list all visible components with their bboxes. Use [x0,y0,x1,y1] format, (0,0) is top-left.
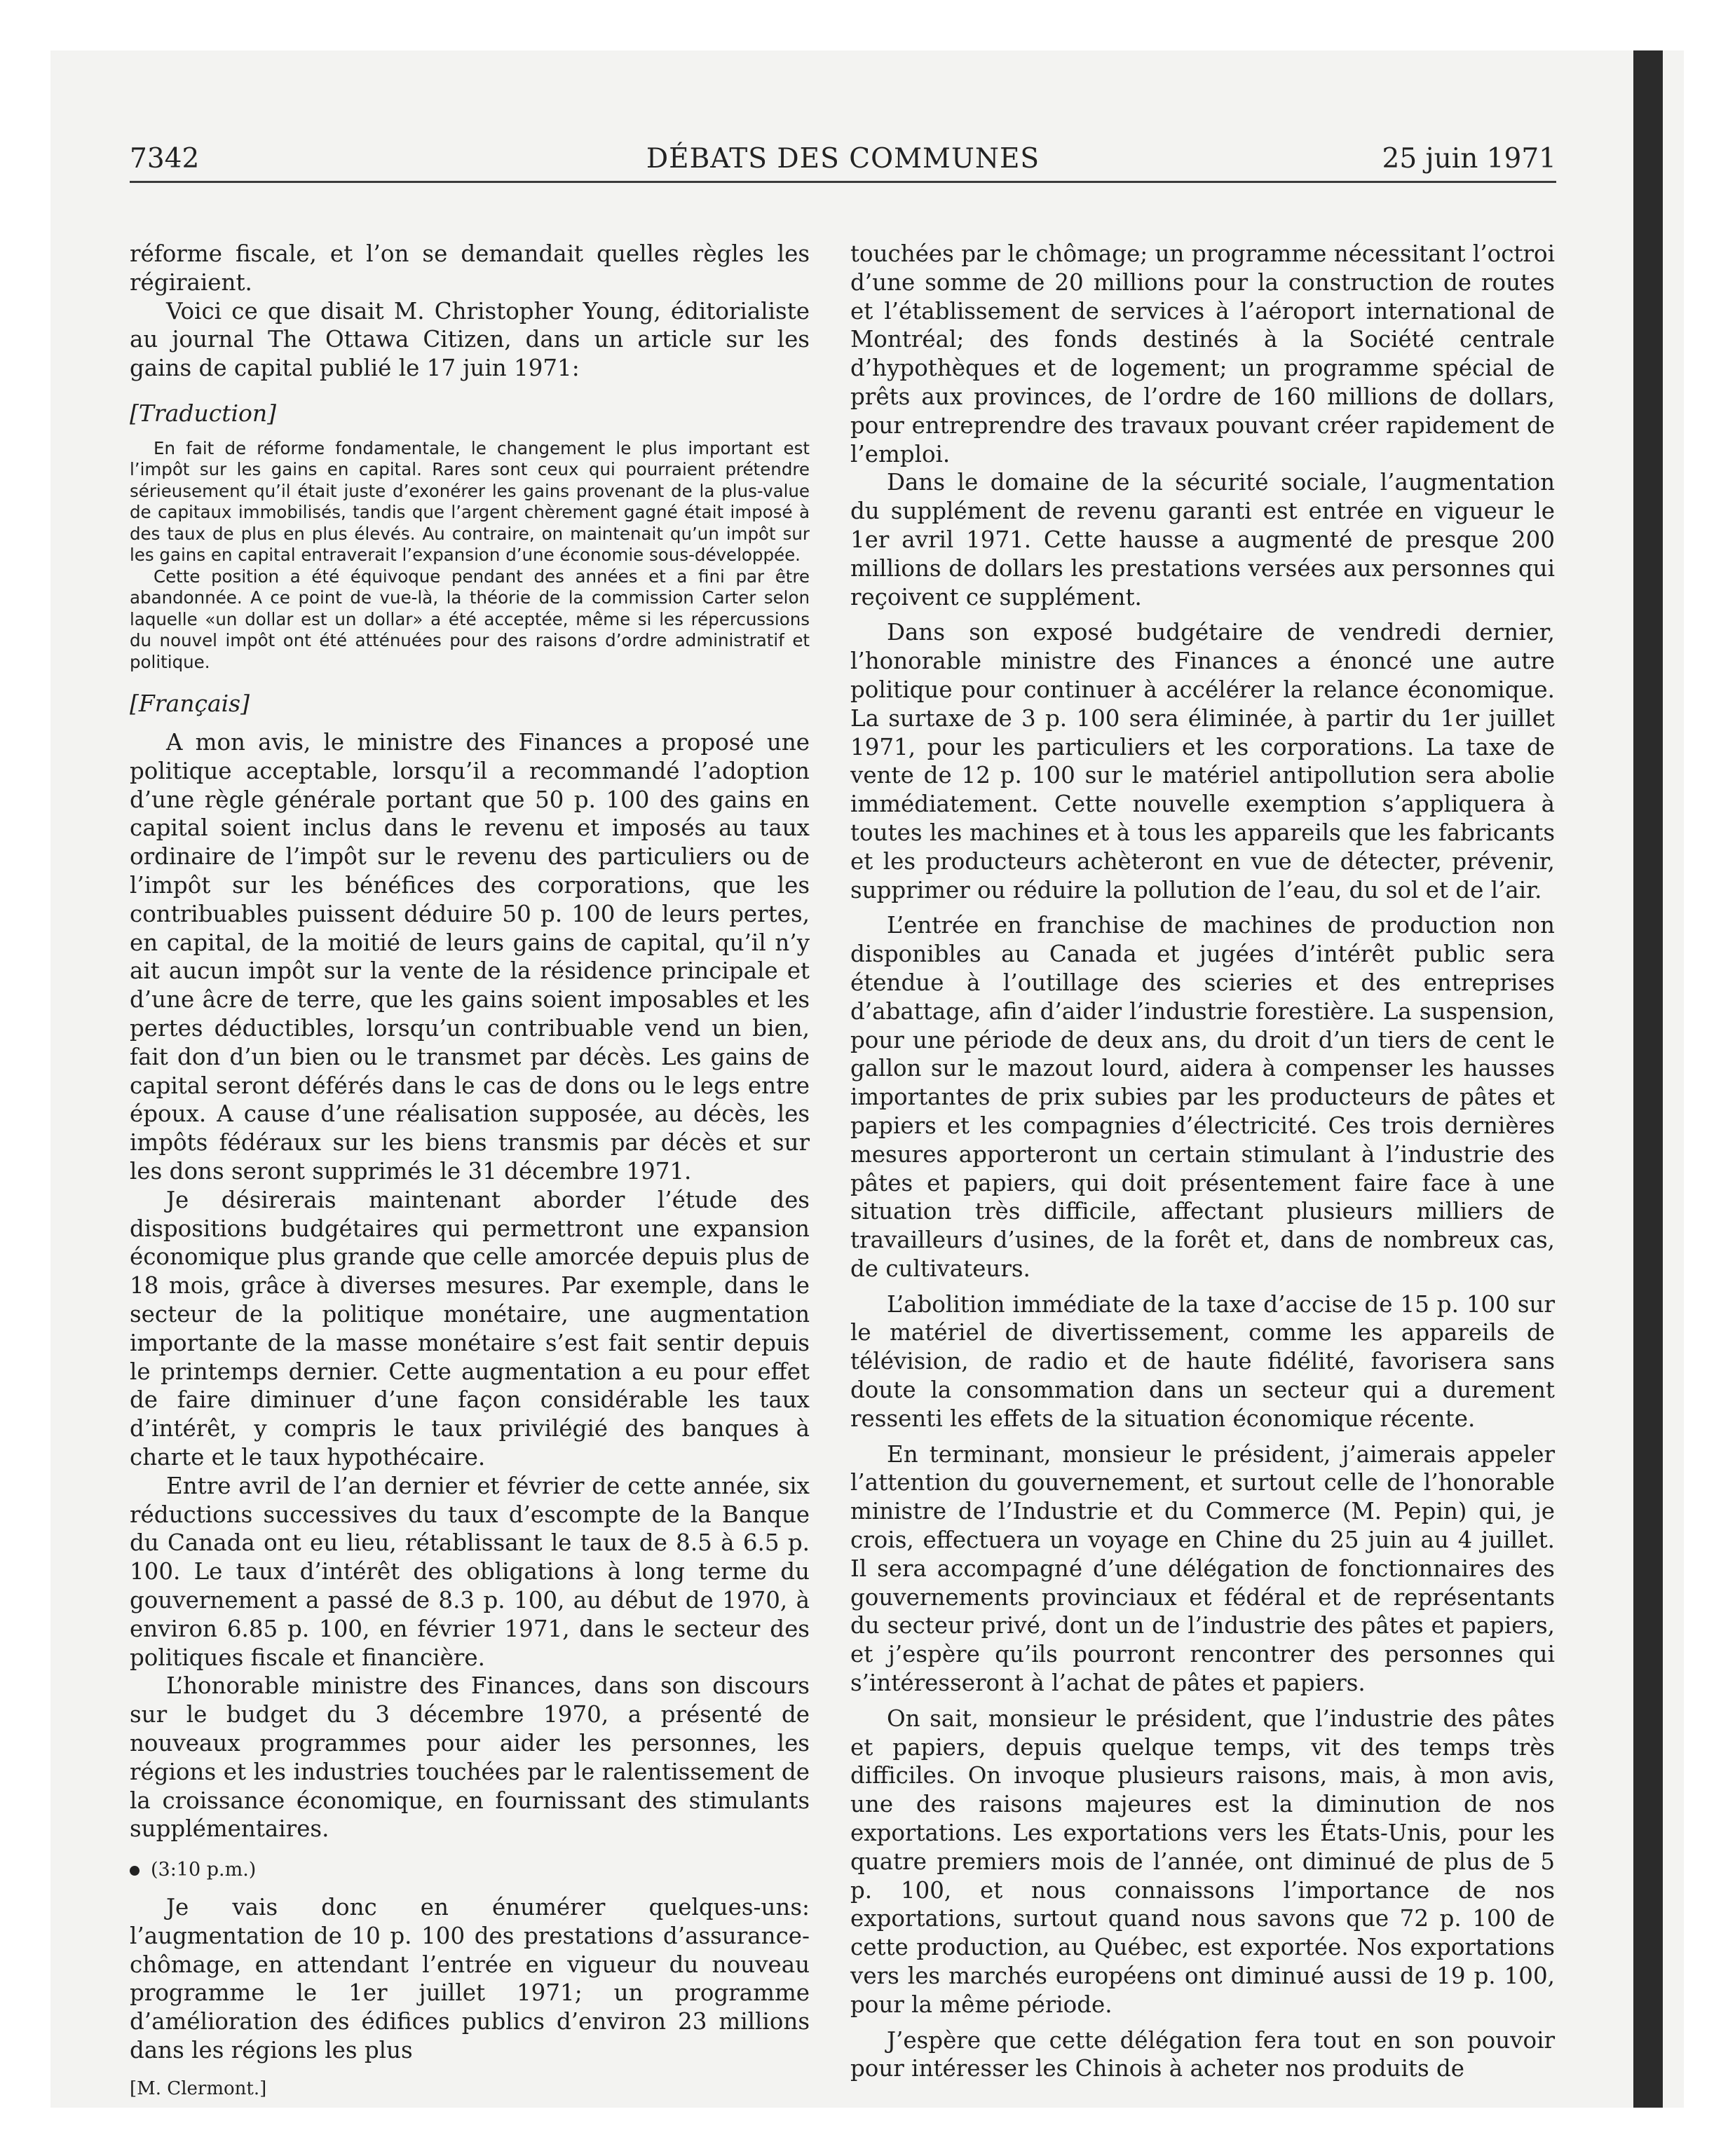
paragraph: Je vais donc en énumérer quelques-uns: l’augmentation de 10 p. 100 des prestations d’assurance-chômage, en attendant l’entrée en vigueur du nouveau programme le 1er juillet 1971; un programme d’amélioration des édifices publics d’environ 23 millions dans les régions les plus [130,1893,810,2063]
quote-paragraph: En fait de réforme fondamentale, le changement le plus important est l’impôt sur les gains en capital. Rares sont ceux qui pourraient prétendre sérieusement qu’il était juste d’exonérer les gains provenant de la plus-value de capitaux immobilisés, tandis que l’argent chèrement gagné était imposé à des taux de plus en plus élevés. Au contraire, on maintenait qu’un impôt sur les gains en capital entraverait l’expansion d’une économie sous-développée. [130,437,810,566]
paragraph: réforme fiscale, et l’on se demandait quelles règles les régiraient. [130,240,810,296]
paragraph: L’honorable ministre des Finances, dans son discours sur le budget du 3 décembre 1970, a présenté de nouveaux programmes pour aider les personnes, les régions et les industries touchées par le ralentissement de la croissance économique, en fournissant des stimulants supplémentaires. [130,1672,810,1843]
paragraph: En terminant, monsieur le président, j’aimerais appeler l’attention du gouvernement, et surtout celle de l’honorable ministre de l’Industrie et du Commerce (M. Pepin) qui, je crois, effectuera un voyage en Chine du 25 juin au 4 juillet. Il sera accompagné d’une délégation de fonctionnaires des gouvernements provinciaux et fédéral et de représentants du secteur privé, dont un de l’industrie des pâtes et papiers, et j’espère qu’ils pourront rencontrer des personnes qui s’intéresseront à l’achat de pâtes et papiers. [850,1440,1555,1697]
paragraph: Je désirerais maintenant aborder l’étude des dispositions budgétaires qui permettront une expansion économique plus grande que celle amorcée depuis plus de 18 mois, grâce à diverses mesures. Par exemple, dans le secteur de la politique monétaire, une augmentation importante de la masse monétaire s’est fait sentir depuis le printemps dernier. Cette augmentation a eu pour effet de faire diminuer d’une façon considérable les taux d’intérêt, y compris le taux privilégié des banques à charte et le taux hypothécaire. [130,1186,810,1471]
section-tag-traduction: [Traduction] [130,399,277,427]
bullet-icon [130,1866,140,1876]
quoted-editorial [130,438,810,674]
quote-paragraph: Cette position a été équivoque pendant des années et a fini par être abandonnée. A ce point de vue-là, la théorie de la commission Carter selon laquelle «un dollar est un dollar» a été acceptée, même si les répercussions du nouvel impôt ont été atténuées pour des raisons d’ordre administratif et politique. [130,566,810,672]
left-column [130,240,810,2103]
paragraph: L’abolition immédiate de la taxe d’accise de 15 p. 100 sur le matériel de divertissement, comme les appareils de télévision, de radio et de haute fidélité, favorisera sans doute la consommation dans un secteur qui a durement ressenti les effets de la situation économique récente. [850,1290,1555,1432]
paragraph: Entre avril de l’an dernier et février de cette année, six réductions successives du taux d’escompte de la Banque du Canada ont eu lieu, rétablissant le taux de 8.5 à 6.5 p. 100. Le taux d’intérêt des obligations à long terme du gouvernement a passé de 8.3 p. 100, au début de 1970, à environ 6.85 p. 100, en février 1971, dans le secteur des politiques fiscale et financière. [130,1472,810,1671]
page-header [130,140,1556,183]
section-tag-francais: [Français] [130,690,250,718]
paragraph: Dans son exposé budgétaire de vendredi dernier, l’honorable ministre des Finances a énoncé une autre politique pour continuer à accélérer la relance économique. La surtaxe de 3 p. 100 sera éliminée, à partir du 1er juillet 1971, pour les particuliers et les corporations. La taxe de vente de 12 p. 100 sur le matériel antipollution sera abolie immédiatement. Cette nouvelle exemption s’appliquera à toutes les machines et à tous les appareils que les fabricants et les producteurs achèteront en vue de détecter, prévenir, supprimer ou réduire la pollution de l’eau, du sol et de l’air. [850,619,1555,903]
page-number: 7342 [130,143,200,175]
paragraph: A mon avis, le ministre des Finances a proposé une politique acceptable, lorsqu’il a recommandé l’adoption d’une règle générale portant que 50 p. 100 des gains en capital soient inclus dans le revenu et imposés au taux ordinaire de l’impôt sur le revenu des particuliers ou de l’impôt sur les bénéfices des corporations, que les contribuables puissent déduire 50 p. 100 de leurs pertes, en capital, de la moitié de leurs gains de capital, qu’il n’y ait aucun impôt sur la vente de la résidence principale et d’une âcre de terre, que les gains soient imposables et les pertes déductibles, lorsqu’un contribuable vend un bien, fait don d’un bien ou le transmet par décès. Les gains de capital seront déférés dans le cas de dons ou le legs entre époux. A cause d’une réalisation supposée, au décès, les impôts fédéraux sur les biens transmis par décès et sur les dons seront supprimés le 31 décembre 1971. [130,729,810,1185]
paragraph: J’espère que cette délégation fera tout en son pouvoir pour intéresser les Chinois à acheter nos produits de [850,2026,1555,2082]
scan-edge-shadow [1633,50,1663,2108]
paragraph: Voici ce que disait M. Christopher Young, éditorialiste au journal The Ottawa Citizen, dans un article sur les gains de capital publié le 17 juin 1971: [130,297,810,382]
timestamp-text: (3:10 p.m.) [151,1859,257,1881]
right-column [850,240,1555,2083]
speaker-attribution: [M. Clermont.] [130,2077,267,2099]
paragraph: L’entrée en franchise de machines de production non disponibles au Canada et jugées d’intérêt public sera étendue à l’outillage des scieries et des entreprises d’abattage, afin d’aider l’industrie forestière. La suspension, pour une période de deux ans, du droit d’un tiers de cent le gallon sur le mazout lourd, aidera à compenser les hausses importantes de prix subies par les producteurs de pâtes et papiers et les compagnies d’électricité. Ces trois dernières mesures apporteront un certain stimulant à l’industrie des pâtes et papiers, qui doit présentement faire face à une situation très difficile, affectant plusieurs milliers de travailleurs d’usines, de la forêt et, dans de nombreux cas, de cultivateurs. [850,912,1555,1282]
timestamp-marker [130,1856,810,1885]
paragraph: On sait, monsieur le président, que l’industrie des pâtes et papiers, depuis quelque temps, vit des temps très difficiles. On invoque plusieurs raisons, mais, à mon avis, une des raisons majeures est la diminution de nos exportations. Les exportations vers les États-Unis, pour les quatre premiers mois de l’année, ont diminué de plus de 5 p. 100, et nous connaissons l’importance de nos exportations, surtout quand nous savons que 72 p. 100 de cette production, au Québec, est exportée. Nos exportations vers les marchés européens ont diminué aussi de 19 p. 100, pour la même période. [850,1705,1555,2018]
publication-title: DÉBATS DES COMMUNES [646,143,1040,175]
paragraph: Dans le domaine de la sécurité sociale, l’augmentation du supplément de revenu garanti est entrée en vigueur le 1er avril 1971. Cette hausse a augmenté de presque 200 millions de dollars les prestations versées aux personnes qui reçoivent ce supplément. [850,469,1555,610]
page-date: 25 juin 1971 [1382,143,1556,175]
paragraph: touchées par le chômage; un programme nécessitant l’octroi d’une somme de 20 millions pour la construction de routes et l’établissement de services à l’aéroport international de Montréal; des fonds destinés à la Société centrale d’hypothèques et de logement; un programme spécial de prêts aux provinces, de l’ordre de 160 millions de dollars, pour entreprendre des travaux pouvant créer rapidement de l’emploi. [850,240,1555,468]
